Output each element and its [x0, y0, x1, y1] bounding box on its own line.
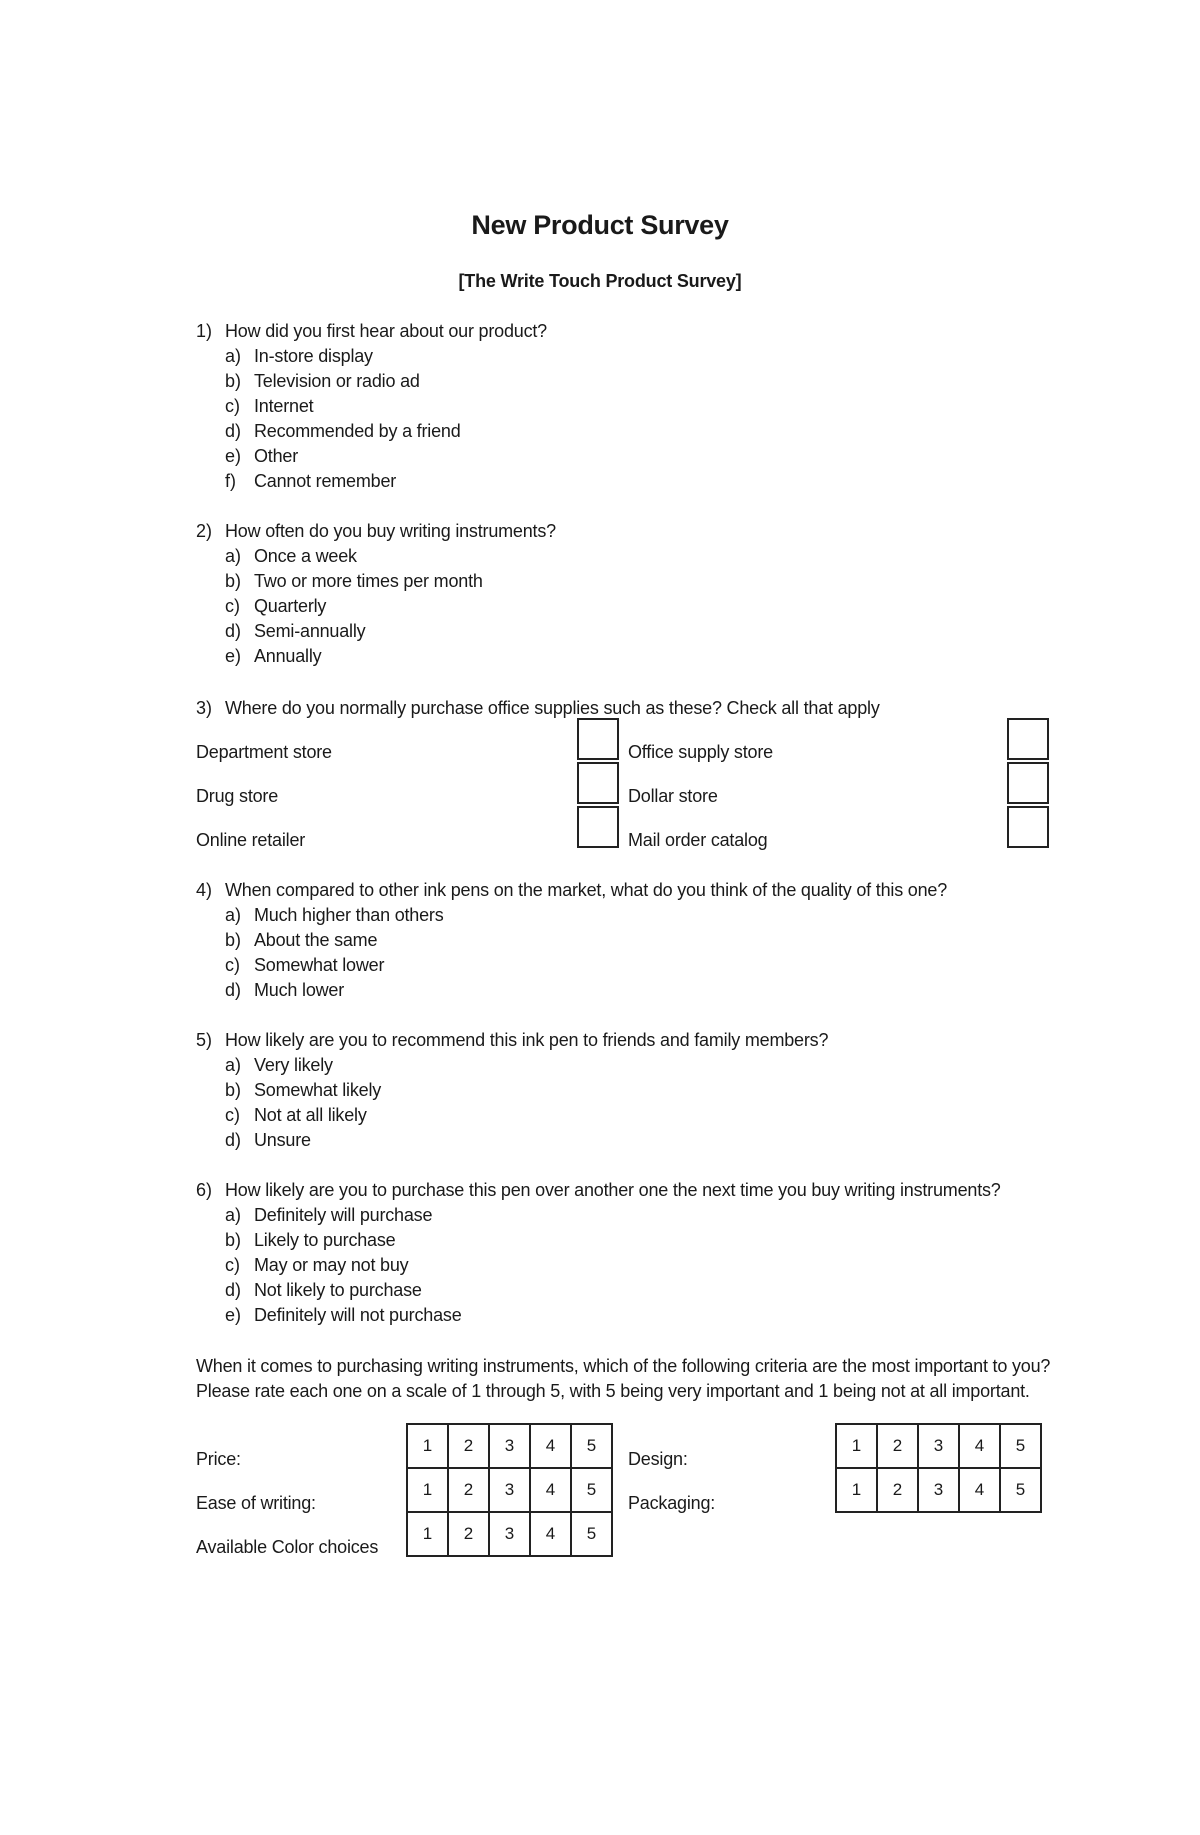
q3-number: 3): [196, 698, 213, 718]
q5-number: 5): [196, 1030, 213, 1050]
q2-option[interactable]: Quarterly: [254, 596, 327, 616]
rating-row-packaging: [835, 1467, 1042, 1513]
q5-question: How likely are you to recommend this ink pen to friends and family members?: [225, 1030, 829, 1050]
rating-cell-price[interactable]: 3: [490, 1425, 531, 1467]
q3-left-label: Online retailer: [196, 830, 306, 850]
q4-option-letter: c): [225, 955, 240, 975]
rating-cell-design[interactable]: 5: [1001, 1425, 1042, 1467]
q3-checkbox-drug-store[interactable]: [577, 762, 619, 804]
rating-cell-available-color-choices[interactable]: 1: [408, 1513, 449, 1555]
q2-option[interactable]: Annually: [254, 646, 322, 666]
q4-option-letter: a): [225, 905, 242, 925]
criteria-instructions-line1: When it comes to purchasing writing instruments, which of the following criteria are the most important to you?: [196, 1356, 1051, 1376]
page-subtitle: [The Write Touch Product Survey]: [458, 271, 742, 291]
q6-question: How likely are you to purchase this pen over another one the next time you buy writing instruments?: [225, 1180, 1001, 1200]
q1-option[interactable]: In-store display: [254, 346, 373, 366]
q3-right-label: Dollar store: [628, 786, 718, 806]
q2-option-letter: c): [225, 596, 240, 616]
q5-option-letter: d): [225, 1130, 242, 1150]
q1-option[interactable]: Cannot remember: [254, 471, 397, 491]
q2-option-letter: b): [225, 571, 242, 591]
rating-cell-ease-of-writing[interactable]: 4: [531, 1469, 572, 1511]
rating-cell-packaging[interactable]: 4: [960, 1469, 1001, 1511]
q4-question: When compared to other ink pens on the market, what do you think of the quality of this one?: [225, 880, 948, 900]
q2-option-letter: e): [225, 646, 242, 666]
q6-option-letter: d): [225, 1280, 242, 1300]
q2-option[interactable]: Once a week: [254, 546, 357, 566]
q3-right-label: Office supply store: [628, 742, 773, 762]
q4-option[interactable]: Much lower: [254, 980, 345, 1000]
criteria-label-design: Design:: [628, 1449, 688, 1469]
q4-option-letter: b): [225, 930, 242, 950]
q5-option-letter: b): [225, 1080, 242, 1100]
criteria-label-available-color-choices: Available Color choices: [196, 1537, 379, 1557]
q6-option[interactable]: Not likely to purchase: [254, 1280, 422, 1300]
rating-row-available-color-choices: [406, 1511, 613, 1557]
q1-option-letter: d): [225, 421, 242, 441]
q5-option[interactable]: Somewhat likely: [254, 1080, 382, 1100]
q3-question: Where do you normally purchase office supplies such as these? Check all that apply: [225, 698, 880, 718]
rating-cell-ease-of-writing[interactable]: 5: [572, 1469, 613, 1511]
rating-cell-packaging[interactable]: 1: [837, 1469, 878, 1511]
q6-number: 6): [196, 1180, 213, 1200]
q1-option-letter: a): [225, 346, 242, 366]
rating-cell-ease-of-writing[interactable]: 3: [490, 1469, 531, 1511]
q4-option-letter: d): [225, 980, 242, 1000]
q4-option[interactable]: Somewhat lower: [254, 955, 385, 975]
rating-cell-packaging[interactable]: 5: [1001, 1469, 1042, 1511]
q6-option-letter: e): [225, 1305, 242, 1325]
rating-cell-price[interactable]: 2: [449, 1425, 490, 1467]
q1-option[interactable]: Other: [254, 446, 299, 466]
q3-right-label: Mail order catalog: [628, 830, 768, 850]
q1-option-letter: e): [225, 446, 242, 466]
q5-option-letter: a): [225, 1055, 242, 1075]
q1-option[interactable]: Television or radio ad: [254, 371, 420, 391]
q3-checkbox-online-retailer[interactable]: [577, 806, 619, 848]
q5-option[interactable]: Unsure: [254, 1130, 311, 1150]
q4-number: 4): [196, 880, 213, 900]
q4-option[interactable]: Much higher than others: [254, 905, 444, 925]
rating-row-ease-of-writing: [406, 1467, 613, 1511]
criteria-label-packaging: Packaging:: [628, 1493, 716, 1513]
page-title: New Product Survey: [471, 210, 729, 240]
q6-option-letter: a): [225, 1205, 242, 1225]
q2-option-letter: d): [225, 621, 242, 641]
q1-option[interactable]: Recommended by a friend: [254, 421, 461, 441]
rating-cell-design[interactable]: 4: [960, 1425, 1001, 1467]
q2-option[interactable]: Semi-annually: [254, 621, 366, 641]
q6-option-letter: c): [225, 1255, 240, 1275]
q1-option-letter: c): [225, 396, 240, 416]
q3-checkbox-dollar-store[interactable]: [1007, 762, 1049, 804]
q2-option-letter: a): [225, 546, 242, 566]
rating-cell-price[interactable]: 1: [408, 1425, 449, 1467]
criteria-label-price: Price:: [196, 1449, 241, 1469]
rating-cell-available-color-choices[interactable]: 5: [572, 1513, 613, 1555]
rating-cell-price[interactable]: 4: [531, 1425, 572, 1467]
q6-option[interactable]: Definitely will not purchase: [254, 1305, 462, 1325]
rating-cell-design[interactable]: 3: [919, 1425, 960, 1467]
rating-cell-design[interactable]: 2: [878, 1425, 919, 1467]
q3-left-label: Department store: [196, 742, 332, 762]
rating-cell-design[interactable]: 1: [837, 1425, 878, 1467]
rating-cell-packaging[interactable]: 3: [919, 1469, 960, 1511]
rating-cell-ease-of-writing[interactable]: 2: [449, 1469, 490, 1511]
q2-option[interactable]: Two or more times per month: [254, 571, 483, 591]
q2-number: 2): [196, 521, 213, 541]
q1-question: How did you first hear about our product?: [225, 321, 547, 341]
q6-option[interactable]: May or may not buy: [254, 1255, 409, 1275]
q1-option[interactable]: Internet: [254, 396, 314, 416]
q3-checkbox-office-supply-store[interactable]: [1007, 718, 1049, 760]
rating-cell-price[interactable]: 5: [572, 1425, 613, 1467]
q5-option-letter: c): [225, 1105, 240, 1125]
q5-option[interactable]: Not at all likely: [254, 1105, 367, 1125]
q5-option[interactable]: Very likely: [254, 1055, 333, 1075]
rating-cell-available-color-choices[interactable]: 3: [490, 1513, 531, 1555]
rating-cell-available-color-choices[interactable]: 4: [531, 1513, 572, 1555]
q3-left-label: Drug store: [196, 786, 279, 806]
q2-question: How often do you buy writing instruments?: [225, 521, 556, 541]
q1-option-letter: f): [225, 471, 236, 491]
rating-row-design: [835, 1423, 1042, 1467]
q1-number: 1): [196, 321, 213, 341]
q3-checkbox-department-store[interactable]: [577, 718, 619, 760]
q4-option[interactable]: About the same: [254, 930, 378, 950]
q1-option-letter: b): [225, 371, 242, 391]
rating-cell-packaging[interactable]: 2: [878, 1469, 919, 1511]
rating-row-price: [406, 1423, 613, 1467]
q6-option[interactable]: Likely to purchase: [254, 1230, 396, 1250]
q6-option-letter: b): [225, 1230, 242, 1250]
criteria-instructions-line2: Please rate each one on a scale of 1 through 5, with 5 being very important and 1 being not at all important.: [196, 1381, 1030, 1401]
q6-option[interactable]: Definitely will purchase: [254, 1205, 433, 1225]
criteria-label-ease-of-writing: Ease of writing:: [196, 1493, 316, 1513]
rating-cell-ease-of-writing[interactable]: 1: [408, 1469, 449, 1511]
q3-checkbox-mail-order-catalog[interactable]: [1007, 806, 1049, 848]
rating-cell-available-color-choices[interactable]: 2: [449, 1513, 490, 1555]
